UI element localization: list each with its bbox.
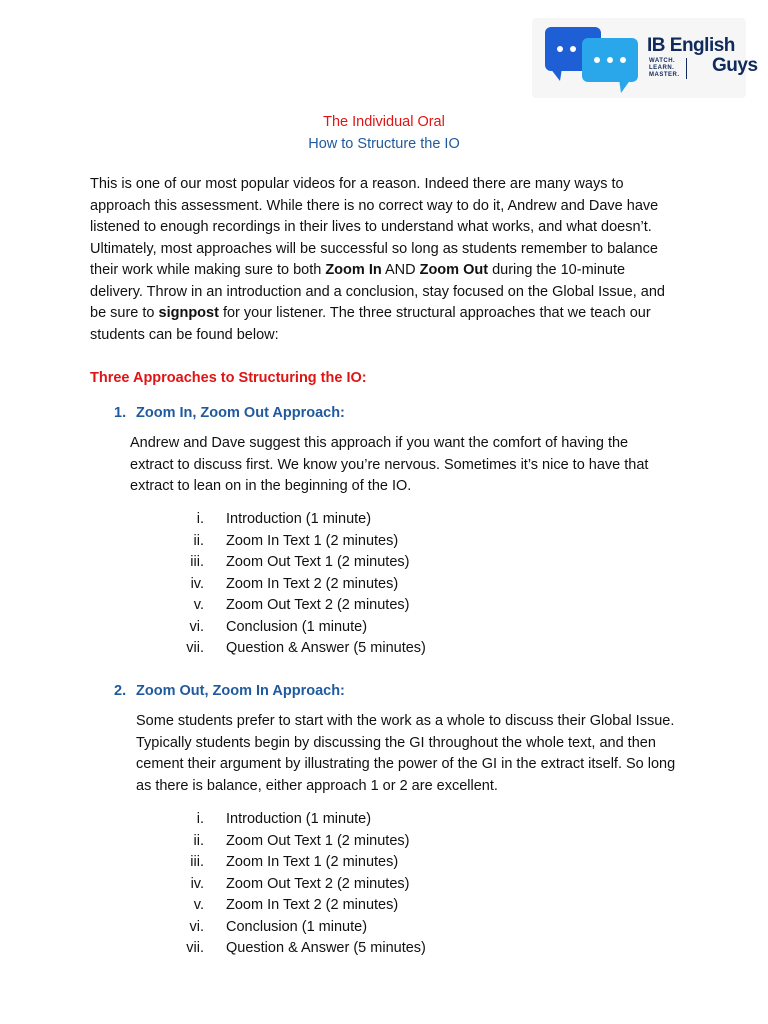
list-item (150, 809, 550, 831)
list-item-numeral: v. (193, 897, 204, 913)
list-item-text: Zoom In Text 2 (2 minutes) (226, 897, 399, 913)
list-item-text: Conclusion (1 minute) (226, 918, 368, 935)
chat-bubble-front-icon (582, 38, 638, 82)
logo-brand-line1: IB English (647, 35, 735, 56)
list-item-text: Question & Answer (5 minutes) (226, 640, 426, 656)
list-item-text: Conclusion (1 minute) (226, 618, 368, 635)
intro-text-1: This is one of our most popular videos for a reason. Indeed there are many ways to approach this assessment. While there is no correct way to do it, Andrew and Dave have listened to enough recordings in their lives to understand what works, and what doesn’t. Ultimately, most approaches will be successful so long as students remember to balance their work while making sure to both (90, 176, 659, 278)
list-item-text: Zoom Out Text 2 (2 minutes) (226, 875, 410, 892)
approach-2-heading (114, 681, 345, 701)
logo-tagline-watch: WATCH. (649, 58, 676, 64)
ib-english-guys-logo (532, 18, 758, 98)
intro-paragraph (90, 174, 680, 346)
list-item (150, 617, 550, 639)
list-item-text: Zoom Out Text 1 (2 minutes) (226, 832, 410, 849)
list-item-numeral: vi. (189, 618, 204, 635)
list-item (150, 938, 550, 960)
list-item (150, 917, 550, 939)
list-item-numeral: v. (193, 597, 204, 613)
logo-tagline-learn: LEARN. (649, 65, 675, 71)
approach-1-steps (150, 509, 550, 660)
list-item (150, 874, 550, 896)
list-item-text: Zoom Out Text 2 (2 minutes) (226, 597, 410, 613)
approach-1-title: Zoom In, Zoom Out Approach: (136, 405, 345, 421)
approach-2-number: 2. (114, 683, 127, 699)
chat-bubble-front-tail (619, 79, 631, 93)
intro-bold-zoom-out: Zoom Out (419, 262, 489, 278)
list-item-numeral: ii. (193, 832, 204, 849)
list-item (150, 831, 550, 853)
list-item-text: Zoom In Text 1 (2 minutes) (226, 532, 399, 549)
list-item-numeral: vii. (186, 940, 204, 956)
approach-1-heading (114, 403, 345, 423)
logo-tagline-master: MASTER. (649, 72, 680, 78)
list-item (150, 895, 550, 917)
list-item-text: Introduction (1 minute) (226, 811, 372, 827)
approach-2-steps (150, 809, 550, 960)
list-item-numeral: i. (196, 511, 204, 527)
list-item-numeral: iv. (190, 575, 204, 592)
list-item-numeral: iii. (190, 854, 204, 870)
list-item-numeral: ii. (193, 532, 204, 549)
logo-brand-line2: Guys (712, 55, 758, 76)
intro-bold-signpost: signpost (158, 305, 219, 321)
list-item-text: Zoom Out Text 1 (2 minutes) (226, 554, 410, 570)
list-item (150, 574, 550, 596)
approach-2-description: Some students prefer to start with the work as a whole to discuss their Global Issue. Typically students begin by discussing the GI throughout the whole text, and then cement their argument by illustrating the power of the GI in the extract itself. So long as there is balance, either approach 1 or 2 are excellent. (136, 713, 676, 794)
list-item (150, 509, 550, 531)
list-item (150, 595, 550, 617)
list-item-text: Question & Answer (5 minutes) (226, 940, 426, 956)
list-item-text: Zoom In Text 2 (2 minutes) (226, 575, 399, 592)
list-item-text: Zoom In Text 1 (2 minutes) (226, 854, 399, 870)
intro-bold-zoom-in: Zoom In (325, 262, 382, 278)
list-item-numeral: vi. (189, 918, 204, 935)
approach-1-number: 1. (114, 405, 127, 421)
list-item (150, 531, 550, 553)
approach-2-title: Zoom Out, Zoom In Approach: (136, 683, 345, 699)
intro-text-2: AND (381, 262, 420, 278)
list-item (150, 552, 550, 574)
intro-text-3: during the 10-minute delivery. Throw in an introduction and a conclusion, stay focused on the Global Issue, and be sure to (90, 262, 665, 321)
list-item (150, 852, 550, 874)
list-item-numeral: vii. (186, 640, 204, 656)
intro-text-4: for your listener. The three structural approaches that we teach our students can be found below: (90, 305, 651, 343)
list-item-numeral: i. (196, 811, 204, 827)
document-subtitle: How to Structure the IO (308, 136, 460, 152)
chat-bubble-back-tail (550, 68, 562, 81)
list-item-numeral: iii. (190, 554, 204, 570)
list-item (150, 638, 550, 660)
list-item-text: Introduction (1 minute) (226, 511, 372, 527)
list-item-numeral: iv. (190, 875, 204, 892)
approach-1-description: Andrew and Dave suggest this approach if you want the comfort of having the extract to discuss first. We know you’re nervous. Sometimes it’s nice to have that extract to lean on in the beginning of the IO. (130, 435, 649, 494)
section-heading: Three Approaches to Structuring the IO: (90, 370, 367, 386)
logo-divider (686, 58, 687, 79)
document-title: The Individual Oral (323, 114, 445, 130)
logo-tagline (649, 58, 680, 79)
